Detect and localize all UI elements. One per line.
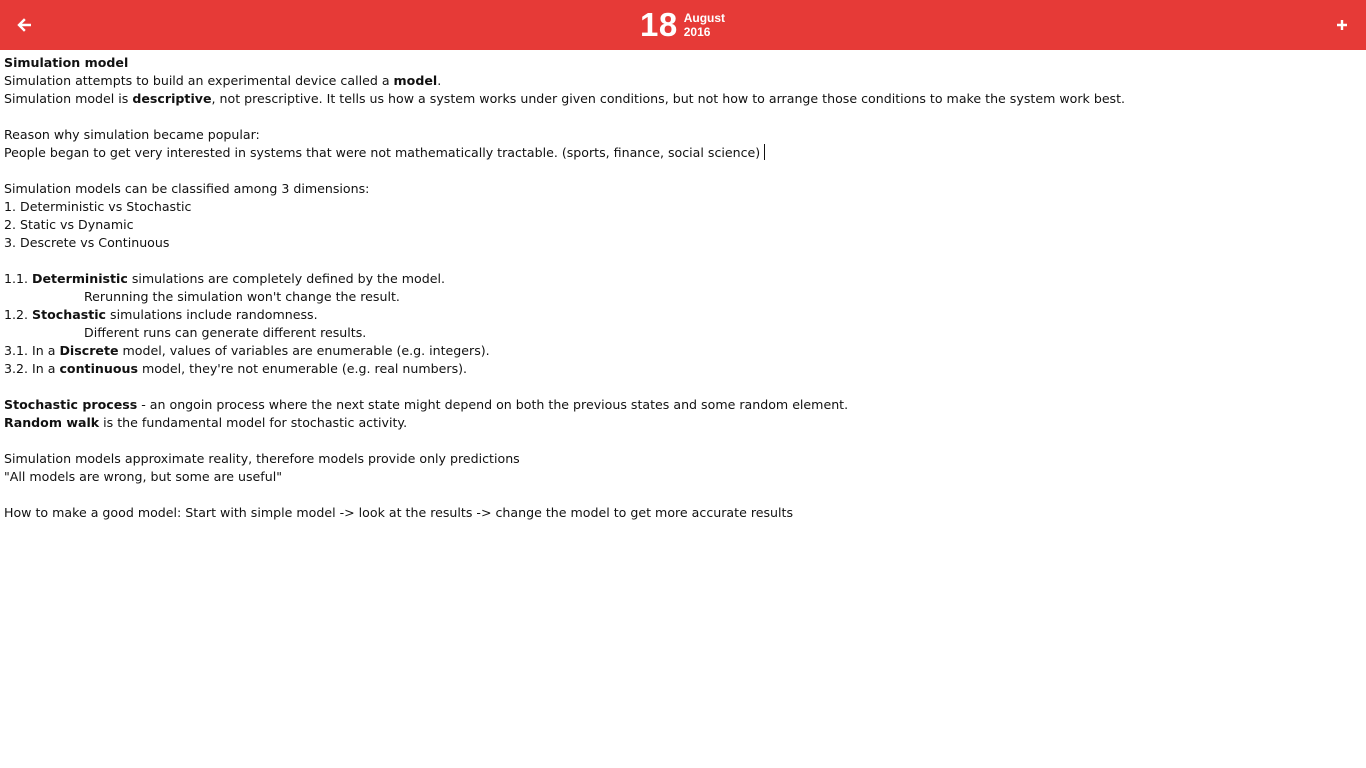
add-button[interactable] — [1330, 12, 1354, 38]
note-line: How to make a good model: Start with simple model -> look at the results -> change the model to get more accurate results — [4, 505, 794, 520]
note-line: 1.1. Deterministic simulations are completely defined by the model. — [4, 271, 445, 286]
plus-icon — [1336, 19, 1348, 31]
note-line: 2. Static vs Dynamic — [4, 217, 134, 232]
note-heading: Simulation model — [4, 55, 129, 70]
top-bar — [0, 0, 1366, 50]
date-year: 2016 — [683, 25, 711, 39]
date-month: August — [683, 11, 726, 25]
date-day: 18 — [640, 6, 678, 43]
note-line: 3.1. In a Discrete model, values of variables are enumerable (e.g. integers). — [4, 343, 490, 358]
empty-line — [4, 378, 1362, 396]
note-line: 1.2. Stochastic simulations include randomness. — [4, 307, 318, 322]
note-line: 3.2. In a continuous model, they're not enumerable (e.g. real numbers). — [4, 361, 468, 376]
note-line: 3. Descrete vs Continuous — [4, 235, 170, 250]
note-line: Reason why simulation became popular: — [4, 127, 260, 142]
note-line: Rerunning the simulation won't change the result. — [84, 289, 400, 304]
note-line: Simulation attempts to build an experimental device called a model. — [4, 73, 442, 88]
note-line: People began to get very interested in systems that were not mathematically tractable. (sports, finance, social science) — [4, 144, 1362, 162]
note-line: Stochastic process - an ongoin process where the next state might depend on both the previous states and some random element. — [4, 397, 849, 412]
text-caret — [764, 144, 765, 160]
note-line: Simulation models can be classified among 3 dimensions: — [4, 181, 370, 196]
empty-line — [4, 252, 1362, 270]
note-line — [4, 54, 1362, 72]
note-editor[interactable] — [4, 54, 1362, 522]
note-line: Different runs can generate different results. — [84, 325, 367, 340]
note-line: "All models are wrong, but some are useful" — [4, 469, 283, 484]
note-line: Random walk is the fundamental model for stochastic activity. — [4, 415, 408, 430]
note-line: Simulation model is descriptive, not prescriptive. It tells us how a system works under given conditions, but not how to arrange those conditions to make the system work best. — [4, 91, 1126, 106]
back-button[interactable] — [12, 12, 36, 38]
date-display[interactable] — [640, 6, 725, 44]
note-line: 1. Deterministic vs Stochastic — [4, 199, 192, 214]
empty-line — [4, 162, 1362, 180]
empty-line — [4, 486, 1362, 504]
empty-line — [4, 432, 1362, 450]
arrow-left-icon — [17, 18, 31, 32]
note-line: Simulation models approximate reality, therefore models provide only predictions — [4, 451, 520, 466]
empty-line — [4, 108, 1362, 126]
